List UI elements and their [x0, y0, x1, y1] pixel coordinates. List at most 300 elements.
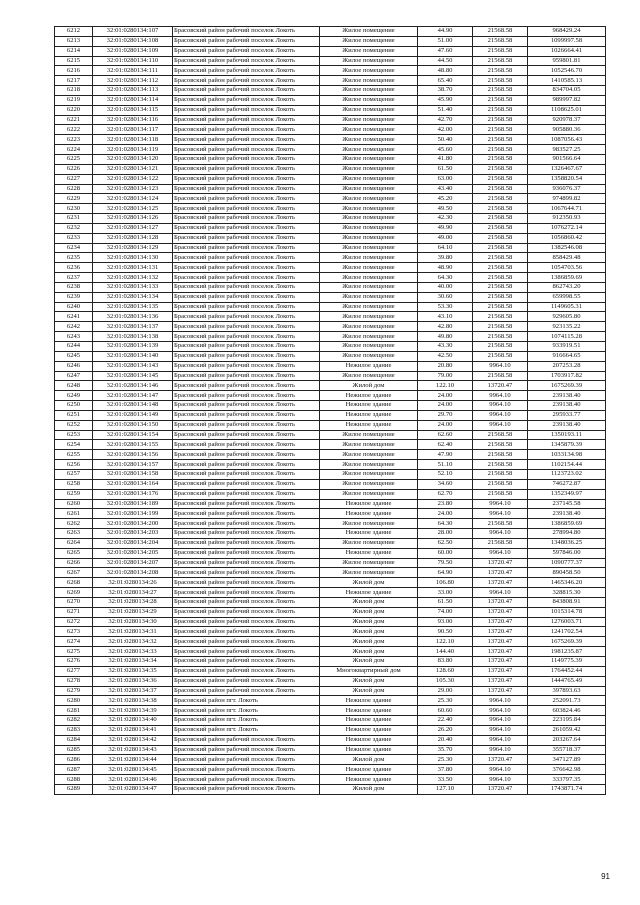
- cell-cadastral-value: 858429.48: [528, 253, 606, 263]
- cell-cadastral-value: 1099997.58: [528, 36, 606, 46]
- cell-specific-value: 21568.58: [473, 135, 528, 145]
- cell-specific-value: 9964.10: [473, 735, 528, 745]
- cell-specific-value: 9964.10: [473, 548, 528, 558]
- cell-address: Брасовский район рабочий поселок Локоть: [173, 154, 320, 164]
- cell-cadastral-number: 32:01:0280134:199: [93, 509, 173, 519]
- cell-row-number: 6225: [55, 154, 93, 164]
- cell-object-type: Жилое помещение: [320, 86, 418, 96]
- cell-area: 60.00: [418, 548, 473, 558]
- cell-area: 42.50: [418, 351, 473, 361]
- cell-address: Брасовский район рабочий поселок Локоть: [173, 420, 320, 430]
- cell-address: Брасовский район рабочий поселок Локоть: [173, 538, 320, 548]
- cell-specific-value: 21568.58: [473, 302, 528, 312]
- table-row: [55, 391, 606, 401]
- cell-row-number: 6242: [55, 322, 93, 332]
- cell-object-type: Жилой дом: [320, 647, 418, 657]
- cell-specific-value: 9964.10: [473, 420, 528, 430]
- cell-cadastral-value: 936076.37: [528, 184, 606, 194]
- cell-area: 83.80: [418, 657, 473, 667]
- cell-area: 106.80: [418, 578, 473, 588]
- cell-object-type: Жилой дом: [320, 657, 418, 667]
- cell-object-type: Нежилое здание: [320, 696, 418, 706]
- cell-cadastral-value: 223195.84: [528, 716, 606, 726]
- cell-cadastral-number: 32:01:0280134:118: [93, 135, 173, 145]
- cell-row-number: 6279: [55, 686, 93, 696]
- cell-specific-value: 9964.10: [473, 391, 528, 401]
- cell-object-type: Жилое помещение: [320, 66, 418, 76]
- cell-area: 20.80: [418, 361, 473, 371]
- cell-address: Брасовский район рабочий поселок Локоть: [173, 164, 320, 174]
- cell-address: Брасовский район рабочий поселок Локоть: [173, 509, 320, 519]
- cell-address: Брасовский район рабочий поселок Локоть: [173, 440, 320, 450]
- cell-object-type: Жилой дом: [320, 597, 418, 607]
- cell-cadastral-value: 347127.89: [528, 755, 606, 765]
- cell-area: 45.60: [418, 145, 473, 155]
- cell-specific-value: 13720.47: [473, 597, 528, 607]
- cell-address: Брасовский район рабочий поселок Локоть: [173, 775, 320, 785]
- table-row: [55, 499, 606, 509]
- cell-address: Брасовский район рабочий поселок Локоть: [173, 410, 320, 420]
- cell-cadastral-value: 1410585.13: [528, 76, 606, 86]
- cell-cadastral-number: 32:01:0280134:116: [93, 115, 173, 125]
- cell-address: Брасовский район рабочий поселок Локоть: [173, 401, 320, 411]
- cell-cadastral-value: 659998.55: [528, 292, 606, 302]
- cell-area: 127.10: [418, 784, 473, 794]
- cell-area: 64.30: [418, 273, 473, 283]
- table-row: [55, 351, 606, 361]
- cell-address: Брасовский район рабочий поселок Локоть: [173, 243, 320, 253]
- cell-object-type: Жилое помещение: [320, 253, 418, 263]
- cell-specific-value: 13720.47: [473, 666, 528, 676]
- cell-cadastral-value: 355718.37: [528, 745, 606, 755]
- cell-object-type: Жилое помещение: [320, 105, 418, 115]
- cell-row-number: 6239: [55, 292, 93, 302]
- table-row: [55, 716, 606, 726]
- cell-cadastral-value: 862743.20: [528, 282, 606, 292]
- cell-address: Брасовский район рабочий поселок Локоть: [173, 381, 320, 391]
- cell-cadastral-value: 1675269.39: [528, 381, 606, 391]
- cell-specific-value: 21568.58: [473, 204, 528, 214]
- cell-area: 53.30: [418, 302, 473, 312]
- cell-object-type: Жилое помещение: [320, 115, 418, 125]
- cell-row-number: 6269: [55, 588, 93, 598]
- cell-specific-value: 21568.58: [473, 233, 528, 243]
- cell-object-type: Нежилое здание: [320, 548, 418, 558]
- table-row: [55, 588, 606, 598]
- table-row: [55, 273, 606, 283]
- cell-area: 52.10: [418, 469, 473, 479]
- cell-row-number: 6221: [55, 115, 93, 125]
- cell-address: Брасовский район рабочий поселок Локоть: [173, 292, 320, 302]
- cell-cadastral-number: 32:01:0280134:38: [93, 696, 173, 706]
- cell-cadastral-value: 959801.81: [528, 56, 606, 66]
- cell-specific-value: 13720.47: [473, 676, 528, 686]
- table-row: [55, 509, 606, 519]
- cell-object-type: Жилой дом: [320, 381, 418, 391]
- cell-row-number: 6267: [55, 568, 93, 578]
- cell-row-number: 6218: [55, 86, 93, 96]
- cell-address: Брасовский район рабочий поселок Локоть: [173, 95, 320, 105]
- cell-address: Брасовский район рабочий поселок Локоть: [173, 282, 320, 292]
- cell-cadastral-value: 901566.64: [528, 154, 606, 164]
- cell-row-number: 6236: [55, 263, 93, 273]
- cell-cadastral-number: 32:01:0280134:130: [93, 253, 173, 263]
- cell-address: Брасовский район рабочий поселок Локоть: [173, 27, 320, 37]
- cell-specific-value: 9964.10: [473, 401, 528, 411]
- cell-area: 47.90: [418, 450, 473, 460]
- cell-cadastral-value: 252091.73: [528, 696, 606, 706]
- cell-cadastral-value: 328815.30: [528, 588, 606, 598]
- cell-object-type: Жилое помещение: [320, 46, 418, 56]
- cell-area: 49.80: [418, 332, 473, 342]
- cell-specific-value: 21568.58: [473, 115, 528, 125]
- cell-cadastral-number: 32:01:0280134:31: [93, 627, 173, 637]
- cell-address: Брасовский район рабочий поселок Локоть: [173, 46, 320, 56]
- cell-area: 20.40: [418, 735, 473, 745]
- cell-cadastral-value: 1123723.02: [528, 469, 606, 479]
- cell-area: 43.30: [418, 342, 473, 352]
- cell-object-type: Жилой дом: [320, 637, 418, 647]
- cell-address: Брасовский район рабочий поселок Локоть: [173, 86, 320, 96]
- cell-cadastral-value: 746272.87: [528, 479, 606, 489]
- cell-specific-value: 21568.58: [473, 351, 528, 361]
- cell-row-number: 6265: [55, 548, 93, 558]
- cell-area: 45.20: [418, 194, 473, 204]
- cell-area: 79.50: [418, 558, 473, 568]
- cell-area: 24.00: [418, 509, 473, 519]
- cell-cadastral-value: 1052546.70: [528, 66, 606, 76]
- cell-row-number: 6237: [55, 273, 93, 283]
- cell-cadastral-number: 32:01:0280134:158: [93, 469, 173, 479]
- table-row: [55, 558, 606, 568]
- cell-area: 37.80: [418, 765, 473, 775]
- table-row: [55, 332, 606, 342]
- cell-specific-value: 21568.58: [473, 27, 528, 37]
- cell-cadastral-value: 1326467.67: [528, 164, 606, 174]
- cell-cadastral-value: 333797.35: [528, 775, 606, 785]
- cell-object-type: Нежилое здание: [320, 765, 418, 775]
- cell-cadastral-number: 32:01:0280134:34: [93, 657, 173, 667]
- cell-cadastral-value: 1382546.08: [528, 243, 606, 253]
- cell-object-type: Жилое помещение: [320, 145, 418, 155]
- cell-row-number: 6264: [55, 538, 93, 548]
- cell-area: 64.30: [418, 519, 473, 529]
- cell-address: Брасовский район рабочий поселок Локоть: [173, 568, 320, 578]
- cell-area: 62.50: [418, 538, 473, 548]
- cell-cadastral-value: 1352349.97: [528, 489, 606, 499]
- table-row: [55, 223, 606, 233]
- table-row: [55, 775, 606, 785]
- cell-cadastral-number: 32:01:0280134:108: [93, 36, 173, 46]
- cell-area: 90.50: [418, 627, 473, 637]
- cell-object-type: Жилое помещение: [320, 430, 418, 440]
- cell-row-number: 6232: [55, 223, 93, 233]
- cell-address: Брасовский район рабочий поселок Локоть: [173, 135, 320, 145]
- table-row: [55, 627, 606, 637]
- cell-row-number: 6272: [55, 617, 93, 627]
- cell-object-type: Жилое помещение: [320, 125, 418, 135]
- table-row: [55, 489, 606, 499]
- cell-area: 28.00: [418, 529, 473, 539]
- cell-row-number: 6220: [55, 105, 93, 115]
- cell-row-number: 6268: [55, 578, 93, 588]
- table-row: [55, 95, 606, 105]
- table-row: [55, 194, 606, 204]
- cell-cadastral-value: 603824.46: [528, 706, 606, 716]
- cell-row-number: 6280: [55, 696, 93, 706]
- table-row: [55, 174, 606, 184]
- cell-address: Брасовский район рабочий поселок Локоть: [173, 519, 320, 529]
- cell-cadastral-number: 32:01:0280134:47: [93, 784, 173, 794]
- cell-specific-value: 21568.58: [473, 263, 528, 273]
- cell-cadastral-value: 1074115.28: [528, 332, 606, 342]
- cell-cadastral-number: 32:01:0280134:119: [93, 145, 173, 155]
- cell-specific-value: 21568.58: [473, 214, 528, 224]
- cell-cadastral-value: 1149775.39: [528, 657, 606, 667]
- table-row: [55, 725, 606, 735]
- cell-area: 44.50: [418, 56, 473, 66]
- cell-area: 48.90: [418, 263, 473, 273]
- cell-cadastral-value: 933919.51: [528, 342, 606, 352]
- cell-specific-value: 9964.10: [473, 775, 528, 785]
- table-row: [55, 322, 606, 332]
- cell-cadastral-number: 32:01:0280134:109: [93, 46, 173, 56]
- cell-cadastral-number: 32:01:0280134:29: [93, 607, 173, 617]
- cell-row-number: 6224: [55, 145, 93, 155]
- cell-row-number: 6238: [55, 282, 93, 292]
- cell-specific-value: 21568.58: [473, 105, 528, 115]
- cell-cadastral-number: 32:01:0280134:36: [93, 676, 173, 686]
- cell-cadastral-value: 1345879.39: [528, 440, 606, 450]
- table-row: [55, 263, 606, 273]
- cell-row-number: 6257: [55, 469, 93, 479]
- cell-address: Брасовский район рабочий поселок Локоть: [173, 342, 320, 352]
- cell-cadastral-number: 32:01:0280134:208: [93, 568, 173, 578]
- cell-address: Брасовский район рабочий поселок Локоть: [173, 666, 320, 676]
- cell-object-type: Жилое помещение: [320, 450, 418, 460]
- cell-cadastral-number: 32:01:0280134:138: [93, 332, 173, 342]
- cell-address: Брасовский район рабочий поселок Локоть: [173, 194, 320, 204]
- table-row: [55, 666, 606, 676]
- cell-area: 43.40: [418, 184, 473, 194]
- cell-object-type: Нежилое здание: [320, 725, 418, 735]
- cell-area: 74.00: [418, 607, 473, 617]
- cell-row-number: 6282: [55, 716, 93, 726]
- cell-object-type: Жилое помещение: [320, 273, 418, 283]
- cell-cadastral-value: 1076272.14: [528, 223, 606, 233]
- cell-cadastral-value: 1703917.82: [528, 371, 606, 381]
- cell-cadastral-number: 32:01:0280134:121: [93, 164, 173, 174]
- cell-object-type: Нежилое здание: [320, 420, 418, 430]
- cell-row-number: 6234: [55, 243, 93, 253]
- cell-object-type: Жилой дом: [320, 617, 418, 627]
- page-number: 91: [601, 872, 610, 881]
- cell-cadastral-number: 32:01:0280134:157: [93, 460, 173, 470]
- table-row: [55, 105, 606, 115]
- cell-specific-value: 21568.58: [473, 56, 528, 66]
- cell-cadastral-value: 1241702.54: [528, 627, 606, 637]
- table-row: [55, 184, 606, 194]
- cell-address: Брасовский район рабочий поселок Локоть: [173, 253, 320, 263]
- cell-cadastral-number: 32:01:0280134:149: [93, 410, 173, 420]
- cell-row-number: 6223: [55, 135, 93, 145]
- cell-address: Брасовский район рабочий поселок Локоть: [173, 115, 320, 125]
- cell-cadastral-number: 32:01:0280134:44: [93, 755, 173, 765]
- cell-row-number: 6249: [55, 391, 93, 401]
- table-row: [55, 529, 606, 539]
- cell-object-type: Жилое помещение: [320, 538, 418, 548]
- table-row: [55, 135, 606, 145]
- cell-cadastral-number: 32:01:0280134:112: [93, 76, 173, 86]
- cell-cadastral-value: 207253.28: [528, 361, 606, 371]
- cell-specific-value: 21568.58: [473, 440, 528, 450]
- cell-object-type: Жилое помещение: [320, 342, 418, 352]
- cell-row-number: 6230: [55, 204, 93, 214]
- cell-specific-value: 13720.47: [473, 647, 528, 657]
- cell-cadastral-number: 32:01:0280134:129: [93, 243, 173, 253]
- cell-object-type: Нежилое здание: [320, 509, 418, 519]
- cell-row-number: 6288: [55, 775, 93, 785]
- cell-cadastral-number: 32:01:0280134:136: [93, 312, 173, 322]
- cell-specific-value: 21568.58: [473, 538, 528, 548]
- cell-area: 45.90: [418, 95, 473, 105]
- cell-cadastral-number: 32:01:0280134:126: [93, 214, 173, 224]
- cell-row-number: 6261: [55, 509, 93, 519]
- cell-cadastral-value: 239138.40: [528, 420, 606, 430]
- cell-address: Брасовский район рабочий поселок Локоть: [173, 735, 320, 745]
- cell-specific-value: 13720.47: [473, 381, 528, 391]
- table-row: [55, 27, 606, 37]
- cell-specific-value: 9964.10: [473, 588, 528, 598]
- cell-row-number: 6255: [55, 450, 93, 460]
- cell-row-number: 6274: [55, 637, 93, 647]
- cell-specific-value: 21568.58: [473, 469, 528, 479]
- cell-address: Брасовский район рабочий поселок Локоть: [173, 233, 320, 243]
- cadastral-value-table: [54, 26, 606, 795]
- cell-cadastral-value: 261059.42: [528, 725, 606, 735]
- cell-area: 34.60: [418, 479, 473, 489]
- table-row: [55, 115, 606, 125]
- cell-cadastral-value: 1358820.54: [528, 174, 606, 184]
- cell-specific-value: 9964.10: [473, 529, 528, 539]
- cell-object-type: Жилое помещение: [320, 56, 418, 66]
- cell-area: 42.80: [418, 322, 473, 332]
- cell-object-type: Жилое помещение: [320, 95, 418, 105]
- cell-cadastral-value: 1444765.49: [528, 676, 606, 686]
- cell-object-type: Жилой дом: [320, 627, 418, 637]
- cell-cadastral-value: 239138.40: [528, 391, 606, 401]
- cell-specific-value: 13720.47: [473, 607, 528, 617]
- cell-cadastral-value: 1764452.44: [528, 666, 606, 676]
- cell-row-number: 6252: [55, 420, 93, 430]
- cell-object-type: Жилое помещение: [320, 223, 418, 233]
- table-row: [55, 282, 606, 292]
- table-row: [55, 460, 606, 470]
- cell-object-type: Жилое помещение: [320, 243, 418, 253]
- table-row: [55, 56, 606, 66]
- cell-cadastral-number: 32:01:0280134:140: [93, 351, 173, 361]
- cell-address: Брасовский район рабочий поселок Локоть: [173, 174, 320, 184]
- table-row: [55, 371, 606, 381]
- cell-cadastral-value: 843808.91: [528, 597, 606, 607]
- table-row: [55, 617, 606, 627]
- table-row: [55, 657, 606, 667]
- cell-cadastral-number: 32:01:0280134:26: [93, 578, 173, 588]
- cell-row-number: 6219: [55, 95, 93, 105]
- cell-address: Брасовский район рабочий поселок Локоть: [173, 499, 320, 509]
- cell-row-number: 6228: [55, 184, 93, 194]
- cell-area: 25.30: [418, 696, 473, 706]
- table-row: [55, 66, 606, 76]
- cell-row-number: 6226: [55, 164, 93, 174]
- cell-cadastral-number: 32:01:0280134:46: [93, 775, 173, 785]
- cell-specific-value: 13720.47: [473, 784, 528, 794]
- cell-specific-value: 9964.10: [473, 706, 528, 716]
- cell-area: 65.40: [418, 76, 473, 86]
- cell-row-number: 6283: [55, 725, 93, 735]
- cell-object-type: Жилое помещение: [320, 27, 418, 37]
- cell-object-type: Многоквартирный дом: [320, 666, 418, 676]
- cell-object-type: Нежилое здание: [320, 588, 418, 598]
- cell-cadastral-number: 32:01:0280134:122: [93, 174, 173, 184]
- table-row: [55, 154, 606, 164]
- cell-cadastral-value: 1087056.43: [528, 135, 606, 145]
- cell-cadastral-value: 1981235.87: [528, 647, 606, 657]
- cell-row-number: 6233: [55, 233, 93, 243]
- cell-object-type: Жилое помещение: [320, 302, 418, 312]
- cell-area: 40.00: [418, 282, 473, 292]
- cell-cadastral-number: 32:01:0280134:125: [93, 204, 173, 214]
- cell-cadastral-number: 32:01:0280134:133: [93, 282, 173, 292]
- cell-cadastral-value: 834704.05: [528, 86, 606, 96]
- table-row: [55, 686, 606, 696]
- cell-row-number: 6277: [55, 666, 93, 676]
- cell-address: Брасовский район рабочий поселок Локоть: [173, 617, 320, 627]
- cell-address: Брасовский район рабочий поселок Локоть: [173, 145, 320, 155]
- cell-object-type: Жилой дом: [320, 755, 418, 765]
- cell-row-number: 6235: [55, 253, 93, 263]
- cell-address: Брасовский район рабочий поселок Локоть: [173, 784, 320, 794]
- cell-object-type: Жилое помещение: [320, 558, 418, 568]
- table-row: [55, 548, 606, 558]
- cell-area: 144.40: [418, 647, 473, 657]
- cell-row-number: 6213: [55, 36, 93, 46]
- cell-area: 61.50: [418, 164, 473, 174]
- cell-area: 105.30: [418, 676, 473, 686]
- table-row: [55, 292, 606, 302]
- cell-row-number: 6259: [55, 489, 93, 499]
- cell-object-type: Жилое помещение: [320, 263, 418, 273]
- cell-area: 33.00: [418, 588, 473, 598]
- cell-object-type: Жилое помещение: [320, 282, 418, 292]
- cell-object-type: Жилое помещение: [320, 184, 418, 194]
- cell-object-type: Жилое помещение: [320, 233, 418, 243]
- table-row: [55, 676, 606, 686]
- cell-cadastral-value: 203267.64: [528, 735, 606, 745]
- cell-row-number: 6229: [55, 194, 93, 204]
- cell-cadastral-value: 1348036.25: [528, 538, 606, 548]
- cell-specific-value: 13720.47: [473, 617, 528, 627]
- cell-row-number: 6241: [55, 312, 93, 322]
- cell-address: Брасовский район рабочий поселок Локоть: [173, 361, 320, 371]
- cell-specific-value: 21568.58: [473, 460, 528, 470]
- cell-specific-value: 9964.10: [473, 765, 528, 775]
- cell-object-type: Жилое помещение: [320, 36, 418, 46]
- cell-area: 25.30: [418, 755, 473, 765]
- cell-address: Брасовский район рабочий поселок Локоть: [173, 223, 320, 233]
- cell-row-number: 6247: [55, 371, 93, 381]
- cell-object-type: Жилое помещение: [320, 135, 418, 145]
